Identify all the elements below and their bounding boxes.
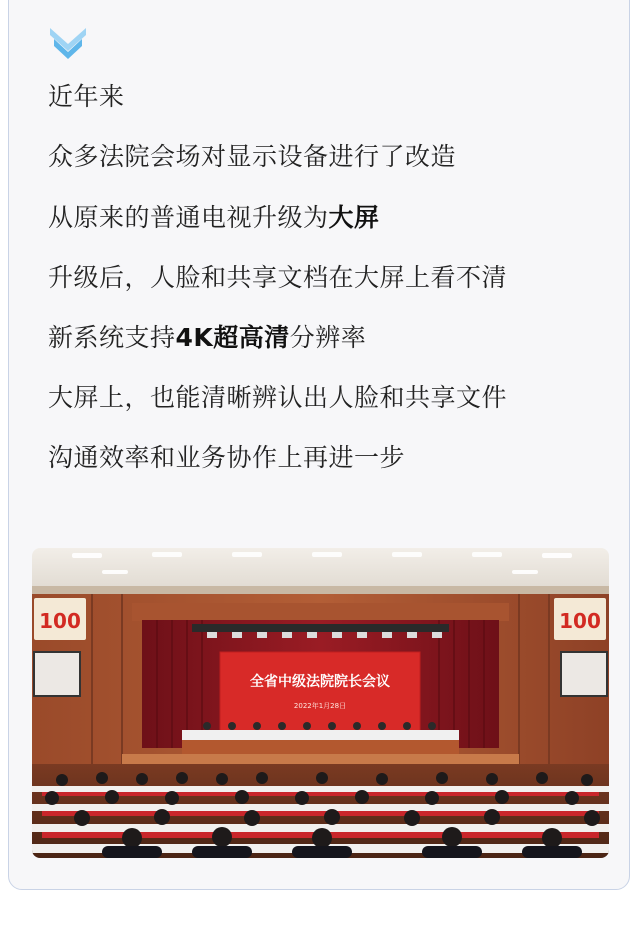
double-chevron-down-icon (47, 26, 89, 62)
svg-text:100: 100 (39, 609, 81, 633)
text-line-6: 大屏上，也能清晰辨认出人脸和共享文件 (48, 383, 508, 412)
svg-text:100: 100 (559, 609, 601, 633)
bold-text-4k: 4K超高清 (175, 323, 290, 352)
conference-hall-photo (32, 548, 609, 858)
text-line-1: 近年来 (48, 82, 125, 111)
emblem-right (554, 598, 606, 640)
svg-text:全省中级法院院长会议: 全省中级法院院长会议 (250, 674, 390, 690)
main-screen (220, 652, 420, 740)
text-line-5: 新系统支持4K超高清分辨率 (48, 323, 367, 352)
emblem-left (34, 598, 86, 640)
svg-text:2022年1月28日: 2022年1月28日 (293, 702, 347, 710)
text-line-2: 众多法院会场对显示设备进行了改造 (48, 142, 457, 171)
text-line-7: 沟通效率和业务协作上再进一步 (48, 443, 406, 472)
text-line-3: 从原来的普通电视升级为大屏 (48, 203, 380, 232)
text-line-4: 升级后，人脸和共享文档在大屏上看不清 (48, 263, 508, 292)
bold-text-big-screen: 大屏 (328, 203, 380, 232)
